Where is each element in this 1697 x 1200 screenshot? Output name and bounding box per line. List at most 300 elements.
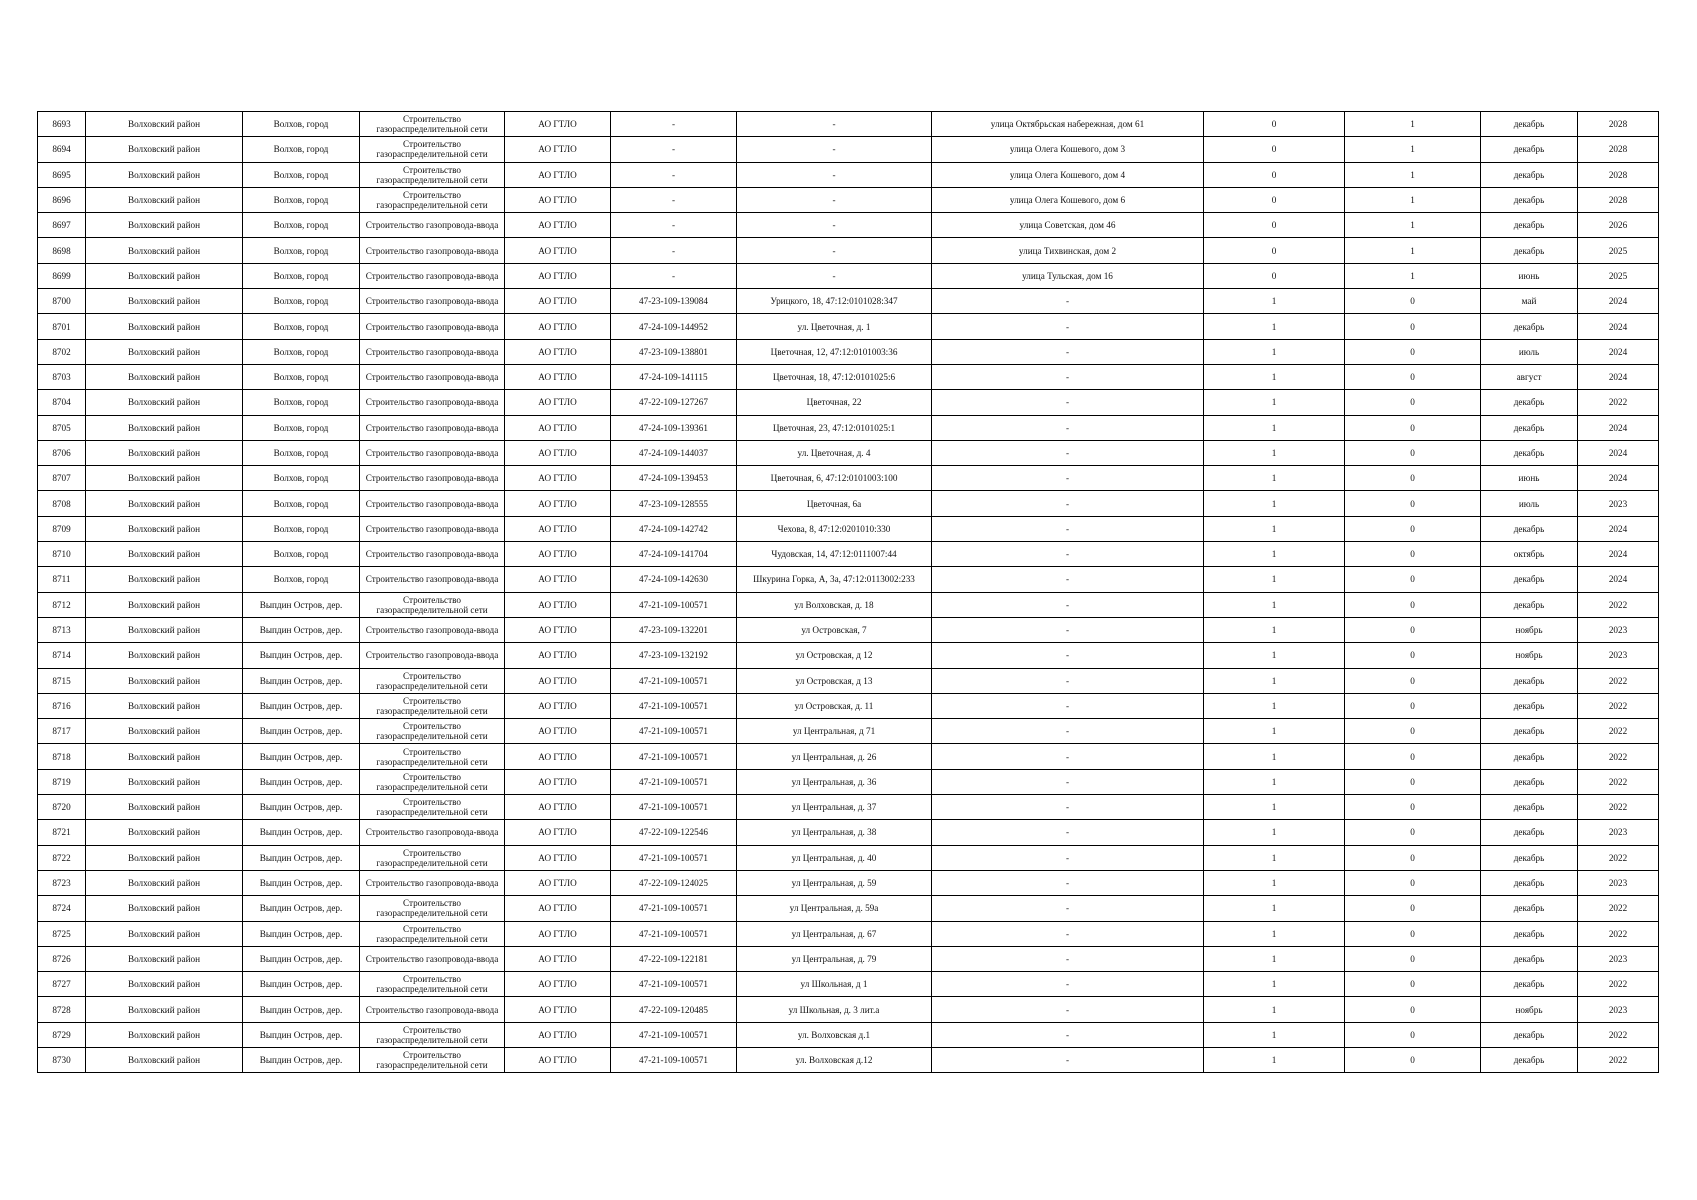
cell-count-a: 1: [1204, 617, 1345, 642]
cell-district: Волховский район: [86, 1022, 243, 1047]
cell-month: декабрь: [1481, 592, 1578, 617]
cell-address-object: ул Островская, д 13: [737, 668, 932, 693]
cell-settlement: Волхов, город: [243, 364, 360, 389]
cell-tu-number: 47-21-109-100571: [611, 744, 737, 769]
cell-address: -: [932, 643, 1204, 668]
cell-organization: АО ГТЛО: [505, 339, 611, 364]
cell-organization: АО ГТЛО: [505, 516, 611, 541]
cell-year: 2022: [1578, 719, 1659, 744]
cell-count-a: 1: [1204, 339, 1345, 364]
cell-district: Волховский район: [86, 516, 243, 541]
cell-work-type: Строительство газопровода-ввода: [360, 491, 505, 516]
cell-organization: АО ГТЛО: [505, 238, 611, 263]
cell-year: 2023: [1578, 946, 1659, 971]
cell-count-a: 1: [1204, 795, 1345, 820]
cell-address: улица Олега Кошевого, дом 4: [932, 162, 1204, 187]
cell-year: 2025: [1578, 263, 1659, 288]
cell-address-object: Цветочная, 12, 47:12:0101003:36: [737, 339, 932, 364]
cell-address-object: ул. Волховская д.1: [737, 1022, 932, 1047]
table-row: [38, 162, 1659, 187]
cell-district: Волховский район: [86, 187, 243, 212]
cell-district: Волховский район: [86, 567, 243, 592]
cell-address-object: ул Центральная, д. 59: [737, 870, 932, 895]
cell-work-type: Строительство газораспределительной сети: [360, 668, 505, 693]
cell-address: -: [932, 896, 1204, 921]
cell-tu-number: -: [611, 162, 737, 187]
cell-row-number: 8719: [38, 769, 86, 794]
cell-address: -: [932, 516, 1204, 541]
cell-address-object: -: [737, 137, 932, 162]
cell-tu-number: 47-22-109-120485: [611, 997, 737, 1022]
cell-settlement: Выпдин Остров, дер.: [243, 744, 360, 769]
cell-row-number: 8709: [38, 516, 86, 541]
cell-count-b: 0: [1345, 289, 1481, 314]
cell-count-a: 1: [1204, 744, 1345, 769]
cell-address: -: [932, 592, 1204, 617]
cell-address: улица Тульская, дом 16: [932, 263, 1204, 288]
cell-tu-number: 47-23-109-132192: [611, 643, 737, 668]
cell-organization: АО ГТЛО: [505, 263, 611, 288]
cell-address-object: ул Центральная, д. 26: [737, 744, 932, 769]
cell-settlement: Выпдин Остров, дер.: [243, 769, 360, 794]
cell-month: декабрь: [1481, 769, 1578, 794]
cell-work-type: Строительство газопровода-ввода: [360, 946, 505, 971]
cell-work-type: Строительство газораспределительной сети: [360, 744, 505, 769]
table-row: [38, 516, 1659, 541]
cell-month: декабрь: [1481, 390, 1578, 415]
cell-year: 2022: [1578, 769, 1659, 794]
cell-row-number: 8705: [38, 415, 86, 440]
cell-tu-number: 47-21-109-100571: [611, 972, 737, 997]
cell-count-b: 0: [1345, 845, 1481, 870]
cell-address-object: ул Центральная, д. 36: [737, 769, 932, 794]
cell-address-object: ул Островская, 7: [737, 617, 932, 642]
cell-count-b: 0: [1345, 1047, 1481, 1072]
cell-count-b: 1: [1345, 137, 1481, 162]
cell-district: Волховский район: [86, 238, 243, 263]
cell-month: декабрь: [1481, 567, 1578, 592]
cell-address: -: [932, 972, 1204, 997]
table-row: [38, 946, 1659, 971]
table-row: [38, 896, 1659, 921]
cell-organization: АО ГТЛО: [505, 112, 611, 137]
table-row: [38, 339, 1659, 364]
cell-year: 2024: [1578, 466, 1659, 491]
cell-address: -: [932, 415, 1204, 440]
cell-work-type: Строительство газопровода-ввода: [360, 466, 505, 491]
cell-tu-number: 47-24-109-144952: [611, 314, 737, 339]
cell-address-object: Цветочная, 6, 47:12:0101003:100: [737, 466, 932, 491]
cell-tu-number: 47-21-109-100571: [611, 845, 737, 870]
cell-settlement: Волхов, город: [243, 162, 360, 187]
cell-work-type: Строительство газопровода-ввода: [360, 238, 505, 263]
cell-district: Волховский район: [86, 339, 243, 364]
cell-row-number: 8714: [38, 643, 86, 668]
cell-address-object: Цветочная, 18, 47:12:0101025:6: [737, 364, 932, 389]
cell-count-b: 0: [1345, 896, 1481, 921]
cell-address: -: [932, 845, 1204, 870]
cell-row-number: 8707: [38, 466, 86, 491]
table-row: [38, 972, 1659, 997]
cell-organization: АО ГТЛО: [505, 1047, 611, 1072]
cell-organization: АО ГТЛО: [505, 592, 611, 617]
cell-row-number: 8694: [38, 137, 86, 162]
cell-count-b: 0: [1345, 997, 1481, 1022]
cell-address: улица Олега Кошевого, дом 3: [932, 137, 1204, 162]
cell-count-a: 0: [1204, 162, 1345, 187]
cell-organization: АО ГТЛО: [505, 946, 611, 971]
cell-count-b: 1: [1345, 213, 1481, 238]
cell-count-a: 1: [1204, 415, 1345, 440]
cell-address: -: [932, 1047, 1204, 1072]
cell-count-a: 0: [1204, 112, 1345, 137]
cell-year: 2022: [1578, 1047, 1659, 1072]
cell-row-number: 8708: [38, 491, 86, 516]
cell-row-number: 8696: [38, 187, 86, 212]
cell-count-b: 0: [1345, 364, 1481, 389]
data-table: [37, 111, 1659, 1073]
cell-district: Волховский район: [86, 946, 243, 971]
cell-district: Волховский район: [86, 1047, 243, 1072]
cell-address-object: ул Центральная, д. 79: [737, 946, 932, 971]
cell-row-number: 8699: [38, 263, 86, 288]
cell-month: декабрь: [1481, 870, 1578, 895]
cell-address-object: ул. Цветочная, д. 1: [737, 314, 932, 339]
cell-settlement: Волхов, город: [243, 314, 360, 339]
cell-address: -: [932, 744, 1204, 769]
cell-row-number: 8702: [38, 339, 86, 364]
cell-district: Волховский район: [86, 769, 243, 794]
cell-district: Волховский район: [86, 137, 243, 162]
cell-work-type: Строительство газопровода-ввода: [360, 617, 505, 642]
cell-address-object: ул Островская, д 12: [737, 643, 932, 668]
cell-address-object: Цветочная, 6а: [737, 491, 932, 516]
cell-organization: АО ГТЛО: [505, 137, 611, 162]
cell-count-b: 0: [1345, 491, 1481, 516]
cell-count-b: 0: [1345, 440, 1481, 465]
cell-address-object: -: [737, 187, 932, 212]
table-row: [38, 314, 1659, 339]
cell-work-type: Строительство газораспределительной сети: [360, 719, 505, 744]
table-row: [38, 820, 1659, 845]
cell-count-b: 1: [1345, 112, 1481, 137]
cell-month: декабрь: [1481, 820, 1578, 845]
cell-settlement: Выпдин Остров, дер.: [243, 997, 360, 1022]
table-row: [38, 137, 1659, 162]
cell-tu-number: 47-22-109-122181: [611, 946, 737, 971]
cell-organization: АО ГТЛО: [505, 390, 611, 415]
cell-settlement: Выпдин Остров, дер.: [243, 795, 360, 820]
cell-address: -: [932, 820, 1204, 845]
table-row: [38, 921, 1659, 946]
table-row: [38, 617, 1659, 642]
cell-district: Волховский район: [86, 668, 243, 693]
cell-tu-number: -: [611, 263, 737, 288]
cell-count-b: 0: [1345, 769, 1481, 794]
cell-work-type: Строительство газопровода-ввода: [360, 263, 505, 288]
cell-count-b: 0: [1345, 744, 1481, 769]
table-row: [38, 1022, 1659, 1047]
cell-address-object: ул Волховская, д. 18: [737, 592, 932, 617]
table-row: [38, 263, 1659, 288]
cell-settlement: Выпдин Остров, дер.: [243, 870, 360, 895]
cell-count-a: 1: [1204, 542, 1345, 567]
cell-work-type: Строительство газораспределительной сети: [360, 795, 505, 820]
cell-work-type: Строительство газораспределительной сети: [360, 112, 505, 137]
cell-district: Волховский район: [86, 617, 243, 642]
cell-district: Волховский район: [86, 921, 243, 946]
cell-month: декабрь: [1481, 440, 1578, 465]
cell-address: -: [932, 769, 1204, 794]
cell-count-b: 0: [1345, 668, 1481, 693]
cell-row-number: 8712: [38, 592, 86, 617]
cell-count-a: 1: [1204, 314, 1345, 339]
cell-district: Волховский район: [86, 896, 243, 921]
cell-organization: АО ГТЛО: [505, 415, 611, 440]
cell-address-object: Шкурина Горка, А, 3а, 47:12:0113002:233: [737, 567, 932, 592]
cell-month: ноябрь: [1481, 617, 1578, 642]
cell-count-a: 1: [1204, 567, 1345, 592]
cell-row-number: 8697: [38, 213, 86, 238]
cell-settlement: Волхов, город: [243, 238, 360, 263]
cell-row-number: 8706: [38, 440, 86, 465]
cell-year: 2022: [1578, 845, 1659, 870]
cell-work-type: Строительство газораспределительной сети: [360, 137, 505, 162]
cell-tu-number: 47-24-109-139453: [611, 466, 737, 491]
cell-address-object: ул. Волховская д.12: [737, 1047, 932, 1072]
cell-settlement: Выпдин Остров, дер.: [243, 1047, 360, 1072]
table-row: [38, 668, 1659, 693]
cell-organization: АО ГТЛО: [505, 820, 611, 845]
cell-year: 2023: [1578, 870, 1659, 895]
cell-row-number: 8725: [38, 921, 86, 946]
table-row: [38, 112, 1659, 137]
cell-row-number: 8729: [38, 1022, 86, 1047]
cell-count-a: 1: [1204, 592, 1345, 617]
cell-tu-number: -: [611, 187, 737, 212]
cell-district: Волховский район: [86, 314, 243, 339]
cell-tu-number: 47-24-109-139361: [611, 415, 737, 440]
cell-settlement: Волхов, город: [243, 390, 360, 415]
table-row: [38, 567, 1659, 592]
cell-year: 2024: [1578, 542, 1659, 567]
cell-settlement: Выпдин Остров, дер.: [243, 946, 360, 971]
cell-district: Волховский район: [86, 364, 243, 389]
cell-year: 2022: [1578, 896, 1659, 921]
cell-address: -: [932, 719, 1204, 744]
cell-year: 2024: [1578, 567, 1659, 592]
cell-year: 2022: [1578, 592, 1659, 617]
cell-organization: АО ГТЛО: [505, 668, 611, 693]
cell-year: 2022: [1578, 668, 1659, 693]
cell-settlement: Волхов, город: [243, 289, 360, 314]
cell-organization: АО ГТЛО: [505, 997, 611, 1022]
cell-count-b: 0: [1345, 617, 1481, 642]
cell-address-object: ул Центральная, д. 59а: [737, 896, 932, 921]
cell-row-number: 8718: [38, 744, 86, 769]
cell-month: декабрь: [1481, 719, 1578, 744]
cell-month: май: [1481, 289, 1578, 314]
cell-address-object: ул Центральная, д. 38: [737, 820, 932, 845]
cell-count-a: 1: [1204, 921, 1345, 946]
cell-year: 2022: [1578, 693, 1659, 718]
cell-organization: АО ГТЛО: [505, 896, 611, 921]
cell-year: 2024: [1578, 415, 1659, 440]
cell-tu-number: 47-21-109-100571: [611, 1047, 737, 1072]
cell-settlement: Выпдин Остров, дер.: [243, 719, 360, 744]
cell-year: 2024: [1578, 516, 1659, 541]
cell-district: Волховский район: [86, 491, 243, 516]
cell-address: -: [932, 491, 1204, 516]
cell-tu-number: 47-24-109-142630: [611, 567, 737, 592]
cell-count-a: 1: [1204, 289, 1345, 314]
table-body: [38, 112, 1659, 1073]
cell-work-type: Строительство газопровода-ввода: [360, 289, 505, 314]
cell-work-type: Строительство газораспределительной сети: [360, 921, 505, 946]
cell-row-number: 8713: [38, 617, 86, 642]
cell-organization: АО ГТЛО: [505, 567, 611, 592]
cell-tu-number: 47-21-109-100571: [611, 896, 737, 921]
cell-settlement: Выпдин Остров, дер.: [243, 820, 360, 845]
cell-settlement: Выпдин Остров, дер.: [243, 668, 360, 693]
cell-district: Волховский район: [86, 440, 243, 465]
table-row: [38, 795, 1659, 820]
cell-address-object: Чудовская, 14, 47:12:0111007:44: [737, 542, 932, 567]
cell-count-a: 1: [1204, 643, 1345, 668]
cell-settlement: Выпдин Остров, дер.: [243, 693, 360, 718]
cell-tu-number: 47-23-109-132201: [611, 617, 737, 642]
cell-row-number: 8728: [38, 997, 86, 1022]
cell-address: -: [932, 466, 1204, 491]
cell-organization: АО ГТЛО: [505, 795, 611, 820]
cell-settlement: Волхов, город: [243, 516, 360, 541]
cell-count-a: 1: [1204, 870, 1345, 895]
cell-month: декабрь: [1481, 921, 1578, 946]
cell-district: Волховский район: [86, 466, 243, 491]
cell-count-b: 0: [1345, 466, 1481, 491]
cell-address: -: [932, 364, 1204, 389]
cell-work-type: Строительство газопровода-ввода: [360, 213, 505, 238]
cell-tu-number: 47-24-109-141115: [611, 364, 737, 389]
cell-settlement: Волхов, город: [243, 112, 360, 137]
cell-count-a: 1: [1204, 1047, 1345, 1072]
cell-organization: АО ГТЛО: [505, 769, 611, 794]
cell-tu-number: 47-21-109-100571: [611, 921, 737, 946]
cell-tu-number: -: [611, 137, 737, 162]
cell-count-b: 0: [1345, 314, 1481, 339]
cell-count-a: 1: [1204, 946, 1345, 971]
cell-count-b: 0: [1345, 1022, 1481, 1047]
cell-work-type: Строительство газопровода-ввода: [360, 339, 505, 364]
cell-year: 2023: [1578, 617, 1659, 642]
cell-work-type: Строительство газопровода-ввода: [360, 643, 505, 668]
cell-address: -: [932, 339, 1204, 364]
cell-count-b: 0: [1345, 390, 1481, 415]
cell-month: декабрь: [1481, 415, 1578, 440]
cell-district: Волховский район: [86, 693, 243, 718]
cell-row-number: 8721: [38, 820, 86, 845]
table-row: [38, 592, 1659, 617]
cell-month: декабрь: [1481, 795, 1578, 820]
cell-year: 2024: [1578, 364, 1659, 389]
cell-row-number: 8715: [38, 668, 86, 693]
table-row: [38, 997, 1659, 1022]
cell-count-b: 0: [1345, 921, 1481, 946]
cell-district: Волховский район: [86, 845, 243, 870]
cell-district: Волховский район: [86, 795, 243, 820]
cell-count-b: 0: [1345, 643, 1481, 668]
cell-address-object: -: [737, 238, 932, 263]
cell-count-a: 1: [1204, 668, 1345, 693]
cell-work-type: Строительство газораспределительной сети: [360, 845, 505, 870]
cell-address-object: ул Школьная, д 1: [737, 972, 932, 997]
cell-organization: АО ГТЛО: [505, 542, 611, 567]
table-row: [38, 693, 1659, 718]
cell-address-object: ул Островская, д. 11: [737, 693, 932, 718]
cell-settlement: Выпдин Остров, дер.: [243, 921, 360, 946]
cell-address: -: [932, 440, 1204, 465]
table-row: [38, 1047, 1659, 1072]
cell-district: Волховский район: [86, 744, 243, 769]
cell-organization: АО ГТЛО: [505, 719, 611, 744]
cell-tu-number: 47-22-109-127267: [611, 390, 737, 415]
cell-address: -: [932, 946, 1204, 971]
cell-address: улица Олега Кошевого, дом 6: [932, 187, 1204, 212]
cell-month: декабрь: [1481, 516, 1578, 541]
cell-tu-number: 47-23-109-139084: [611, 289, 737, 314]
cell-row-number: 8698: [38, 238, 86, 263]
cell-month: декабрь: [1481, 845, 1578, 870]
cell-month: ноябрь: [1481, 997, 1578, 1022]
cell-month: декабрь: [1481, 896, 1578, 921]
cell-month: декабрь: [1481, 668, 1578, 693]
cell-count-b: 0: [1345, 542, 1481, 567]
cell-count-a: 1: [1204, 491, 1345, 516]
cell-work-type: Строительство газораспределительной сети: [360, 972, 505, 997]
table-row: [38, 238, 1659, 263]
table-row: [38, 364, 1659, 389]
cell-work-type: Строительство газораспределительной сети: [360, 896, 505, 921]
cell-work-type: Строительство газораспределительной сети: [360, 187, 505, 212]
cell-organization: АО ГТЛО: [505, 845, 611, 870]
cell-work-type: Строительство газораспределительной сети: [360, 769, 505, 794]
cell-address-object: ул Школьная, д. 3 лит.а: [737, 997, 932, 1022]
table-row: [38, 491, 1659, 516]
table-row: [38, 390, 1659, 415]
cell-organization: АО ГТЛО: [505, 693, 611, 718]
cell-row-number: 8727: [38, 972, 86, 997]
cell-settlement: Выпдин Остров, дер.: [243, 592, 360, 617]
cell-address-object: Цветочная, 23, 47:12:0101025:1: [737, 415, 932, 440]
cell-row-number: 8723: [38, 870, 86, 895]
cell-count-a: 1: [1204, 693, 1345, 718]
cell-year: 2028: [1578, 112, 1659, 137]
cell-tu-number: 47-22-109-124025: [611, 870, 737, 895]
cell-tu-number: 47-21-109-100571: [611, 1022, 737, 1047]
cell-organization: АО ГТЛО: [505, 289, 611, 314]
table-row: [38, 466, 1659, 491]
cell-count-b: 1: [1345, 162, 1481, 187]
cell-row-number: 8701: [38, 314, 86, 339]
cell-organization: АО ГТЛО: [505, 617, 611, 642]
cell-organization: АО ГТЛО: [505, 364, 611, 389]
cell-work-type: Строительство газопровода-ввода: [360, 440, 505, 465]
cell-row-number: 8693: [38, 112, 86, 137]
cell-settlement: Волхов, город: [243, 263, 360, 288]
cell-organization: АО ГТЛО: [505, 440, 611, 465]
cell-year: 2022: [1578, 744, 1659, 769]
cell-settlement: Волхов, город: [243, 137, 360, 162]
